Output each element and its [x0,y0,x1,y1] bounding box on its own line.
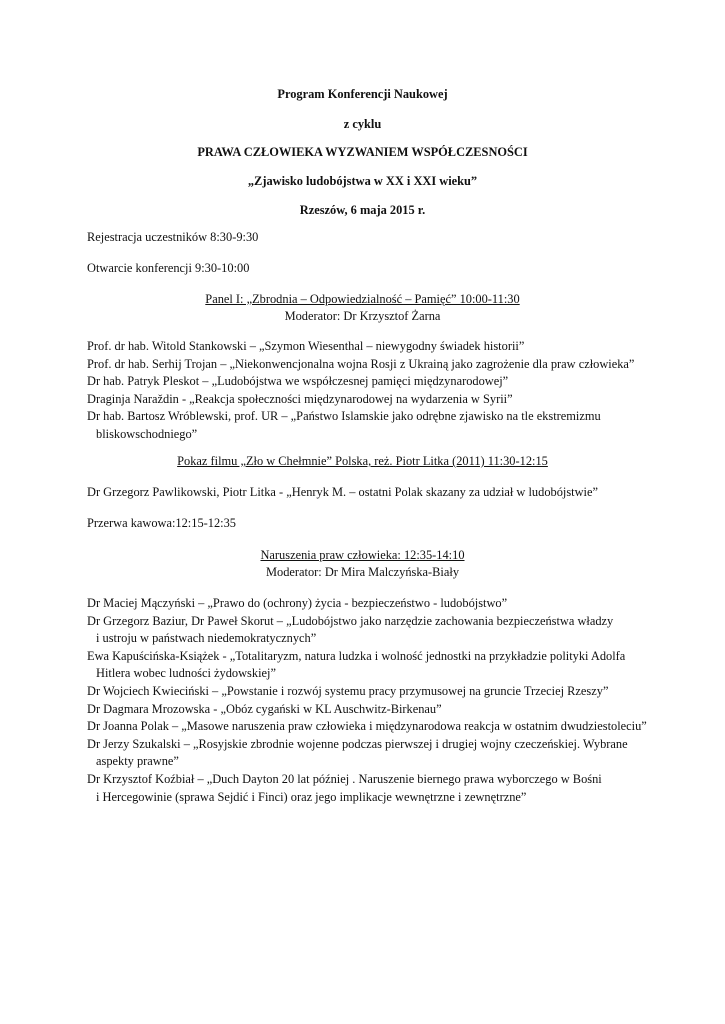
film-title [0,453,725,471]
panel1-talk-2: Prof. dr hab. Serhij Trojan – „Niekonwencjonalna wojna Rosji z Ukrainą jako zagrożenie dla praw człowieka” [87,356,635,371]
panel2-talk-7-cont: aspekty prawne” [96,754,179,769]
panel2-title [0,547,725,565]
panel2-title-text: Naruszenia praw człowieka: 12:35-14:10 [260,548,465,562]
film-title-text: Pokaz filmu „Zło w Chełmnie” Polska, reż. Piotr Litka (2011) 11:30-12:15 [177,454,548,468]
conference-title: „Zjawisko ludobójstwa w XX i XXI wieku” [247,174,478,188]
panel1-title [0,291,725,309]
panel2-moderator: Moderator: Dr Mira Malczyńska-Biały [265,565,460,579]
panel1-talk-3: Dr hab. Patryk Pleskot – „Ludobójstwa we współczesnej pamięci międzynarodowej” [87,374,509,389]
date-location: Rzeszów, 6 maja 2015 r. [299,203,426,217]
panel2-talk-5: Dr Dagmara Mrozowska - „Obóz cygański w KL Auschwitz-Birkenau” [87,701,442,716]
panel2-talk-8-cont: i Hercegowinie (sprawa Sejdić i Finci) oraz jego implikacje wewnętrzne i zewnętrzne” [96,789,527,804]
panel2-talk-3: Ewa Kapuścińska-Książek - „Totalitaryzm, natura ludzka i wolność jednostki na przykładzie polityki Adolfa [87,648,626,663]
program-heading: Program Konferencji Naukowej [277,87,448,101]
panel2-talk-1: Dr Maciej Mączyński – „Prawo do (ochrony) życia - bezpieczeństwo - ludobójstwo” [87,596,508,610]
registration-line: Rejestracja uczestników 8:30-9:30 [87,230,259,244]
opening-line: Otwarcie konferencji 9:30-10:00 [87,261,250,275]
panel2-talk-8: Dr Krzysztof Koźbiał – „Duch Dayton 20 lat później . Naruszenie biernego prawa wyborczego w Bośni [87,771,602,786]
film-talk: Dr Grzegorz Pawlikowski, Piotr Litka - „Henryk M. – ostatni Polak skazany za udział w ludobójstwie” [87,485,598,499]
panel1-talk-1: Prof. dr hab. Witold Stankowski – „Szymon Wiesenthal – niewygodny świadek historii” [87,339,525,353]
panel2-talk-4: Dr Wojciech Kwieciński – „Powstanie i rozwój systemu pracy przymusowej na gruncie Trzeciej Rzeszy” [87,683,609,698]
panel1-talk-5-cont: bliskowschodniego” [96,426,198,441]
panel2-talk-2-cont: i ustroju w państwach niedemokratycznych” [96,631,317,646]
panel2-talk-2: Dr Grzegorz Baziur, Dr Paweł Skorut – „Ludobójstwo jako narzędzie zachowania bezpieczeństwa władzy [87,613,614,628]
series-label: z cyklu [343,117,382,131]
panel2-talk-6: Dr Joanna Polak – „Masowe naruszenia praw człowieka i międzynarodowa reakcja w ostatnim dwudziestoleciu” [87,719,647,734]
panel2-talk-7: Dr Jerzy Szukalski – „Rosyjskie zbrodnie wojenne podczas pierwszej i drugiej wojny czeczeńskiej. Wybrane [87,736,628,751]
panel1-moderator: Moderator: Dr Krzysztof Żarna [284,309,441,323]
series-title: PRAWA CZŁOWIEKA WYZWANIEM WSPÓŁCZESNOŚCI [197,145,528,159]
coffee-break: Przerwa kawowa:12:15-12:35 [87,516,236,530]
panel1-title-text: Panel I: „Zbrodnia – Odpowiedzialność – Pamięć” 10:00-11:30 [205,292,520,306]
panel1-talks-list [87,338,687,444]
panel2-talk-3-cont: Hitlera wobec ludności żydowskiej” [96,666,276,681]
panel1-talk-4: Draginja Naraždin - „Reakcja społeczności międzynarodowej na wydarzenia w Syrii” [87,391,513,406]
panel2-talks-list [87,595,687,806]
panel1-talk-5: Dr hab. Bartosz Wróblewski, prof. UR – „Państwo Islamskie jako odrębne zjawisko na tle ekstremizmu [87,409,601,424]
